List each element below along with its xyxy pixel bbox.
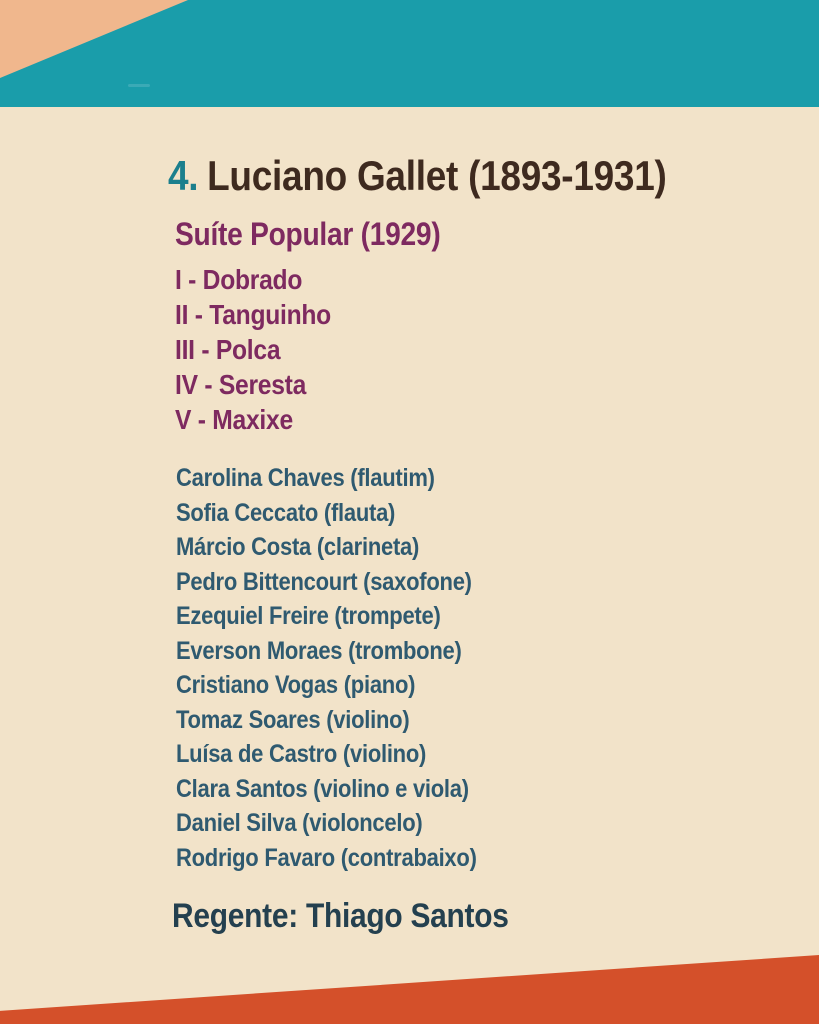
movement-item: IV - Seresta xyxy=(175,369,307,400)
performer-item: Daniel Silva (violoncelo) xyxy=(176,809,423,837)
performer-item: Márcio Costa (clarineta) xyxy=(176,533,420,561)
conductor-line: Regente: Thiago Santos xyxy=(172,897,509,935)
teal-highlight-mark xyxy=(128,84,150,87)
performers-list xyxy=(176,461,477,875)
movement-item: V - Maxixe xyxy=(175,404,293,435)
performer-item: Luísa de Castro (violino) xyxy=(176,740,427,768)
composer-heading xyxy=(168,152,667,200)
movements-list xyxy=(175,262,331,437)
peach-corner-shape xyxy=(0,0,188,78)
movement-item: I - Dobrado xyxy=(175,264,303,295)
performer-item: Tomaz Soares (violino) xyxy=(176,705,410,734)
composer-name: Luciano Gallet (1893-1931) xyxy=(207,152,667,199)
bottom-orange-band xyxy=(0,955,819,1024)
top-teal-band xyxy=(0,0,819,107)
piece-title: Suíte Popular (1929) xyxy=(175,216,441,252)
performer-item: Cristiano Vogas (piano) xyxy=(176,671,416,699)
movement-item: II - Tanguinho xyxy=(175,299,331,330)
performer-item: Pedro Bittencourt (saxofone) xyxy=(176,567,472,596)
performer-item: Sofia Ceccato (flauta) xyxy=(176,498,396,527)
performer-item: Carolina Chaves (flautim) xyxy=(176,464,435,492)
program-number: 4. xyxy=(168,152,199,199)
performer-item: Ezequiel Freire (trompete) xyxy=(176,602,441,630)
performer-item: Everson Moraes (trombone) xyxy=(176,636,462,665)
performer-item: Rodrigo Favaro (contrabaixo) xyxy=(176,843,477,872)
movement-item: III - Polca xyxy=(175,334,281,365)
performer-item: Clara Santos (violino e viola) xyxy=(176,774,469,803)
